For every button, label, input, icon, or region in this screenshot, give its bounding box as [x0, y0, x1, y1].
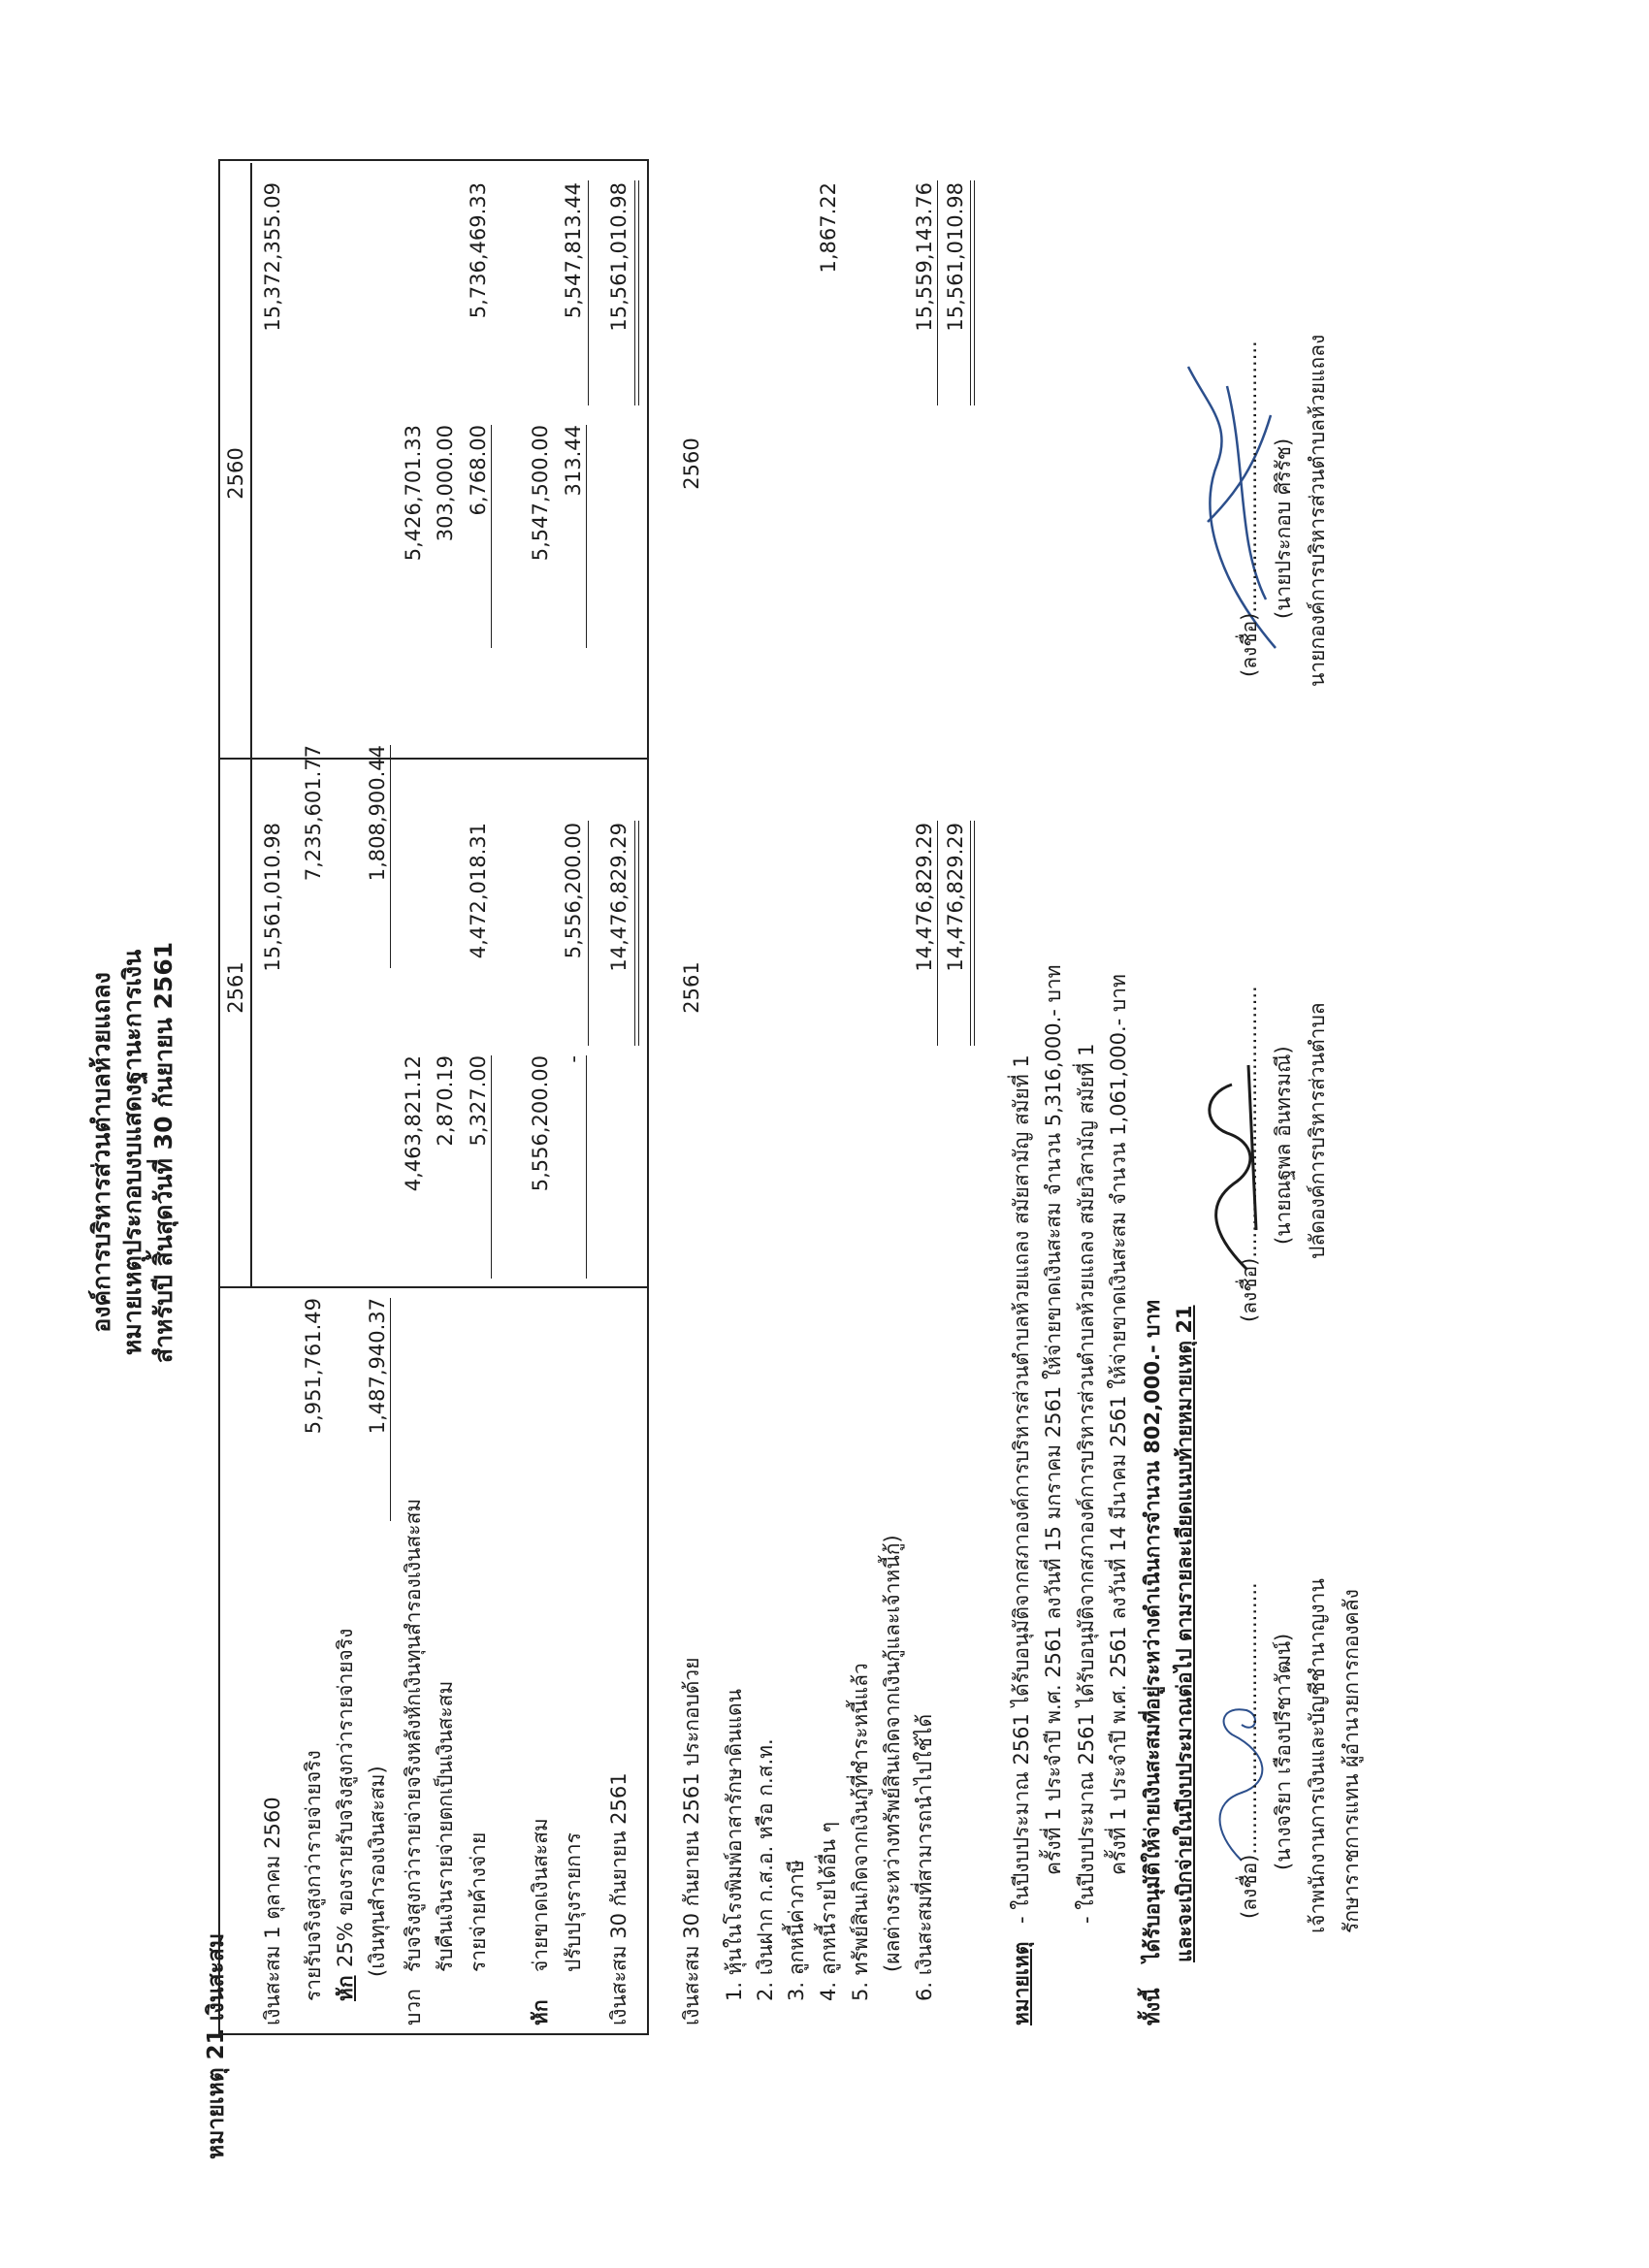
rule: [390, 1298, 391, 1521]
table2-item-note: (ผลต่างระหว่างทรัพย์สินเกิดจากเงินกู้และเจ้าหนี้กู้): [881, 1535, 904, 1972]
t2-2560-item6: 15,559,143.76: [913, 182, 936, 332]
v2560-net: 5,426,701.33: [402, 425, 425, 562]
v2560-income: 7,235,601.77: [302, 745, 325, 882]
remarks-line: และจะเบิกจ่ายในปีงบประมาณต่อไป ตามรายละเอียดแนบท้ายหมายเหตุ 21: [1173, 1305, 1196, 1962]
signature-2-line: (ลงชื่อ)..........................................: [1238, 986, 1261, 1322]
v2561-net: 4,463,821.12: [402, 1055, 425, 1192]
signature-3-line: (ลงชื่อ)..........................................: [1238, 340, 1261, 677]
table2-col-2561: 2561: [680, 961, 703, 1014]
note-title: หมายเหตุ 21 เงินสะสม: [204, 1932, 229, 2159]
table2-item: 3. ลูกหนี้ค่าภาษี: [785, 1860, 808, 2001]
signature-2-position: ปลัดองค์การบริหารส่วนตำบล: [1306, 1002, 1329, 1259]
table2-col-2560: 2560: [680, 437, 703, 490]
signature-3-position: นายกองค์การบริหารส่วนตำบลห้วยแถลง: [1306, 334, 1329, 687]
double-rule: [634, 821, 635, 1046]
v2560-less-total: 5,547,813.44: [562, 182, 585, 319]
table2-item: 2. เงินฝาก ก.ส.อ. หรือ ก.ส.ท.: [754, 1738, 777, 2001]
t2-2561-total: 14,476,829.29: [944, 823, 967, 972]
remarks-prefix: ทั้งนี้: [1141, 1988, 1164, 2025]
v2560-closing: 15,561,010.98: [607, 182, 630, 332]
rule: [390, 745, 391, 968]
v2561-refund: 2,870.19: [434, 1055, 457, 1147]
signature-2-image: [1188, 1036, 1279, 1288]
v2560-opening: 15,372,355.09: [261, 182, 284, 332]
row-refund: รับคืนเงินรายจ่ายตกเป็นเงินสะสม: [434, 1680, 457, 1972]
row-prefix: บวก: [402, 1989, 425, 2025]
v2561-opening: 15,561,010.98: [261, 823, 284, 972]
v2561-add-total: 4,472,018.31: [467, 823, 490, 959]
row-25pct: 25% ของรายรับจริงสูงกว่ารายจ่ายจริง: [334, 1628, 357, 1967]
double-rule: [974, 821, 975, 1046]
row-spend: จ่ายขาดเงินสะสม: [529, 1818, 552, 1972]
signature-1-position: รักษาราชการแทน ผู้อำนวยการกองคลัง: [1340, 1589, 1363, 1933]
t2-2560-item4: 1,867.22: [817, 182, 840, 274]
v2560-accrued: 6,768.00: [467, 425, 490, 516]
period-title: สำหรับปี สิ้นสุดวันที่ 30 กันยายน 2561: [149, 941, 178, 1364]
table2-item: 1. หุ้นในโรงพิมพ์อาสารักษาดินแดน: [723, 1688, 746, 2001]
v2560-reserve: 1,808,900.44: [366, 745, 389, 882]
rule: [586, 425, 587, 648]
v2560-adjust: 313.44: [562, 425, 585, 497]
table2-item: 4. ลูกหนี้รายได้อื่น ๆ: [817, 1822, 840, 2001]
row-net-income: รับจริงสูงกว่ารายจ่ายจริงหลังหักเงินทุนสำรองเงินสะสม: [402, 1498, 425, 1972]
row-income-over: รายรับจริงสูงกว่ารายจ่ายจริง: [302, 1750, 325, 2001]
table1-col-2560: 2560: [224, 447, 247, 500]
double-rule: [970, 821, 971, 1046]
row-reserve: (เงินทุนสำรองเงินสะสม): [366, 1766, 389, 1977]
rule: [586, 1055, 587, 1279]
remarks-line: - ในปีงบประมาณ 2561 ได้รับอนุมัติจากสภาองค์การบริหารส่วนตำบลห้วยแถลง สมัยสามัญ สมัยที่ 1: [1010, 1054, 1033, 1924]
signature-2-name: (นายณฐพล อินทรมณี): [1272, 1046, 1295, 1245]
remarks-label: หมายเหตุ: [1010, 1941, 1033, 2025]
doc-title: หมายเหตุประกอบงบแสดงฐานะการเงิน: [118, 949, 146, 1356]
v2560-refund: 303,000.00: [434, 425, 457, 542]
row-opening: เงินสะสม 1 ตุลาคม 2560: [261, 1797, 284, 2025]
double-rule: [638, 821, 639, 1046]
signature-1-position: เจ้าพนักงานการเงินและบัญชีชำนาญงาน: [1306, 1578, 1329, 1933]
row-adjust: ปรับปรุงรายการ: [562, 1832, 585, 1972]
v2561-closing: 14,476,829.29: [607, 823, 630, 972]
double-rule: [634, 180, 635, 405]
double-rule: [974, 180, 975, 405]
rule: [491, 425, 492, 648]
remarks-line: ครั้งที่ 1 ประจำปี พ.ศ. 2561 ลงวันที่ 15 มกราคม 2561 ให้จ่ายขาดเงินสะสม จำนวน 5,316,000.- บาท: [1042, 964, 1065, 1875]
v2561-reserve: 1,487,940.37: [366, 1298, 389, 1435]
v2561-adjust: -: [562, 1055, 585, 1063]
org-title: องค์การบริหารส่วนตำบลห้วยแถลง: [87, 972, 115, 1333]
signature-3-name: (นายประกอบ ศิริรัช): [1272, 437, 1295, 619]
table2-title: เงินสะสม 30 กันยายน 2561 ประกอบด้วย: [680, 1657, 703, 2025]
row-prefix: หัก: [529, 1999, 552, 2025]
v2561-spend: 5,556,200.00: [529, 1055, 552, 1192]
row-closing: เงินสะสม 30 กันยายน 2561: [607, 1772, 630, 2025]
remarks-line: ครั้งที่ 1 ประจำปี พ.ศ. 2561 ลงวันที่ 14 มีนาคม 2561 ให้จ่ายขาดเงินสะสม จำนวน 1,061,000.- บาท: [1107, 974, 1130, 1875]
v2561-less-total: 5,556,200.00: [562, 823, 585, 959]
table2-item: 6. เงินสะสมที่สามารถนำไปใช้ได้: [913, 1713, 936, 2001]
t2-2561-item6: 14,476,829.29: [913, 823, 936, 972]
v2561-income: 5,951,761.49: [302, 1298, 325, 1435]
double-rule: [638, 180, 639, 405]
double-rule: [970, 180, 971, 405]
table1-divider: [218, 758, 647, 760]
v2560-add-total: 5,736,469.33: [467, 182, 490, 319]
rule: [937, 821, 938, 1046]
table2-item: 5. ทรัพย์สินเกิดจากเงินกู้ที่ชำระหนี้แล้ว: [849, 1663, 872, 2001]
rule: [491, 1055, 492, 1279]
table1-header-rule: [250, 163, 252, 1288]
t2-2560-total: 15,561,010.98: [944, 182, 967, 332]
rule: [937, 180, 938, 405]
signature-1-line: (ลงชื่อ)..........................................: [1238, 1582, 1261, 1919]
v2560-spend: 5,547,500.00: [529, 425, 552, 562]
remarks-line: - ในปีงบประมาณ 2561 ได้รับอนุมัติจากสภาองค์การบริหารส่วนตำบลห้วยแถลง สมัยวิสามัญ สมัยที่ 1: [1075, 1043, 1098, 1924]
v2561-accrued: 5,327.00: [467, 1055, 490, 1147]
table1-col-2561: 2561: [224, 961, 247, 1014]
row-prefix: หัก: [334, 1975, 357, 2001]
rule: [588, 821, 589, 1046]
signature-1-name: (นางจริยา เรืองปรีชาวัฒน์): [1272, 1633, 1295, 1870]
rule: [588, 180, 589, 405]
remarks-line: ได้รับอนุมัติให้จ่ายเงินสะสมที่อยู่ระหว่างดำเนินการจำนวน 802,000.- บาท: [1141, 1300, 1164, 1962]
row-accrued: รายจ่ายค้างจ่าย: [467, 1831, 490, 1972]
